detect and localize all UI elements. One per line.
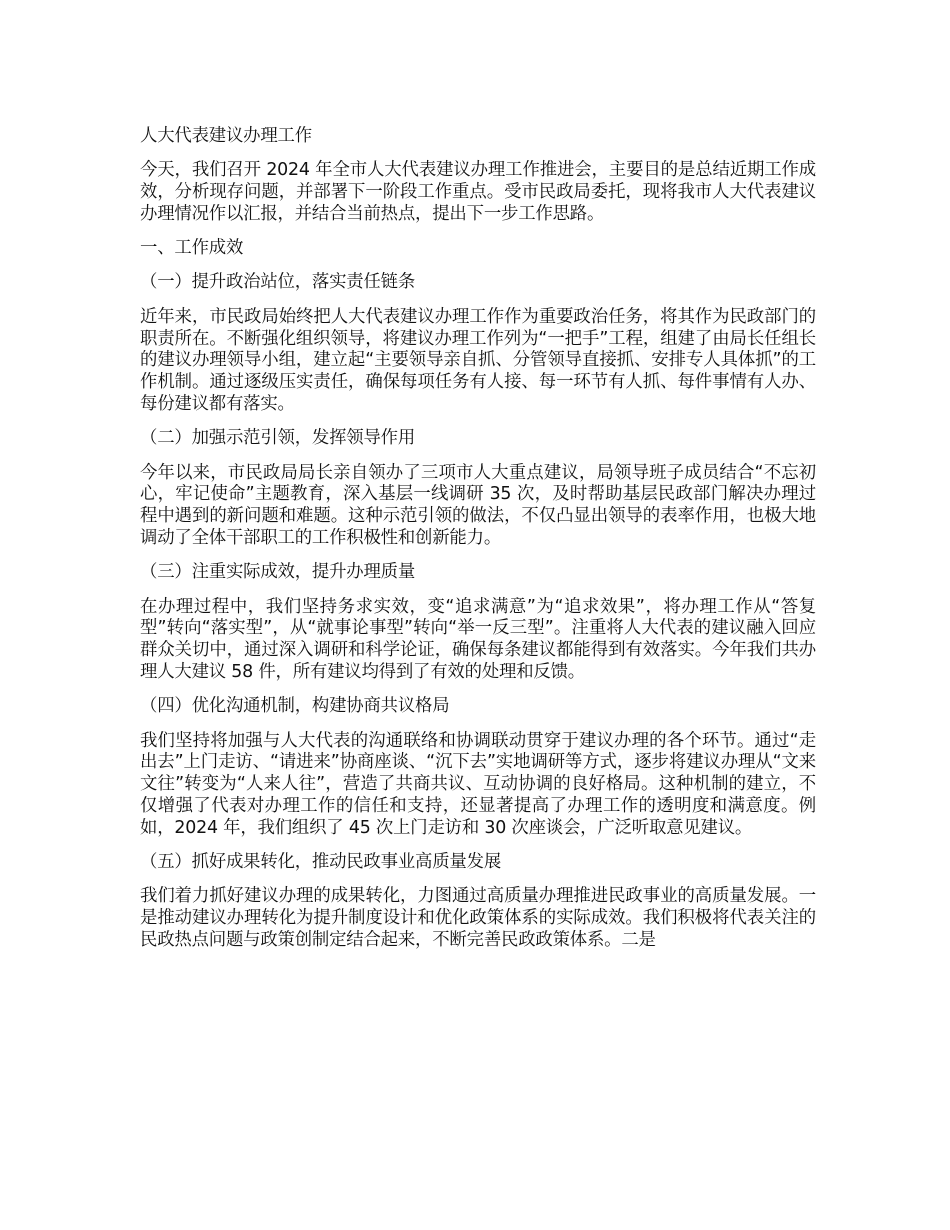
subsection-heading-2: （二）加强示范引领，发挥领导作用 <box>140 428 416 449</box>
document-title: 人大代表建议办理工作 <box>140 126 312 146</box>
subsection-body-5: 我们着力抓好建议办理的成果转化，力图通过高质量办理推进民政事业的高质量发展。一是推动建议办理转化为提升制度设计和优化政策体系的实际成效。我们积极将代表关注的民政热点问题与政策创制定结合起来，不断完善民政政策体系。二是 <box>140 886 816 950</box>
subsection-heading-5: （五）抓好成果转化，推动民政事业高质量发展 <box>140 852 502 873</box>
subsection-body-2: 今年以来，市民政局局长亲自领办了三项市人大重点建议，局领导班子成员结合“不忘初心，牢记使命”主题教育，深入基层一线调研 35 次，及时帮助基层民政部门解决办理过程中遇到的新问题和难题。这种示范引领的做法，不仅凸显出领导的表率作用，也极大地调动了全体干部职工的工作积极性和创新能力。 <box>140 462 816 548</box>
subsection-body-4: 我们坚持将加强与人大代表的沟通联络和协调联动贯穿于建议办理的各个环节。通过“走出去”上门走访、“请进来”协商座谈、“沉下去”实地调研等方式，逐步将建议办理从“文来文往”转变为“人来人往”，营造了共商共议、互动协调的良好格局。这种机制的建立，不仅增强了代表对办理工作的信任和支持，还显著提高了办理工作的透明度和满意度。例如，2024 年，我们组织了 45 次上门走访和 30 次座谈会，广泛听取意见建议。 <box>140 730 816 838</box>
subsection-heading-3: （三）注重实际成效，提升办理质量 <box>140 562 416 583</box>
document-page <box>140 126 816 964</box>
subsection-heading-1: （一）提升政治站位，落实责任链条 <box>140 272 416 293</box>
subsection-heading-4: （四）优化沟通机制，构建协商共议格局 <box>140 696 450 717</box>
section-heading-1: 一、工作成效 <box>140 238 244 259</box>
intro-paragraph: 今天，我们召开 2024 年全市人大代表建议办理工作推进会，主要目的是总结近期工作成效，分析现存问题，并部署下一阶段工作重点。受市民政局委托，现将我市人大代表建议办理情况作以汇报，并结合当前热点，提出下一步工作思路。 <box>140 160 816 224</box>
subsection-body-1: 近年来，市民政局始终把人大代表建议办理工作作为重要政治任务，将其作为民政部门的职责所在。不断强化组织领导，将建议办理工作列为“一把手”工程，组建了由局长任组长的建议办理领导小组，建立起“主要领导亲自抓、分管领导直接抓、安排专人具体抓”的工作机制。通过逐级压实责任，确保每项任务有人接、每一环节有人抓、每件事情有人办、每份建议都有落实。 <box>140 306 816 414</box>
subsection-body-3: 在办理过程中，我们坚持务求实效，变“追求满意”为“追求效果”，将办理工作从“答复型”转向“落实型”，从“就事论事型”转向“举一反三型”。注重将人大代表的建议融入回应群众关切中，通过深入调研和科学论证，确保每条建议都能得到有效落实。今年我们共办理人大建议 58 件，所有建议均得到了有效的处理和反馈。 <box>140 596 816 682</box>
